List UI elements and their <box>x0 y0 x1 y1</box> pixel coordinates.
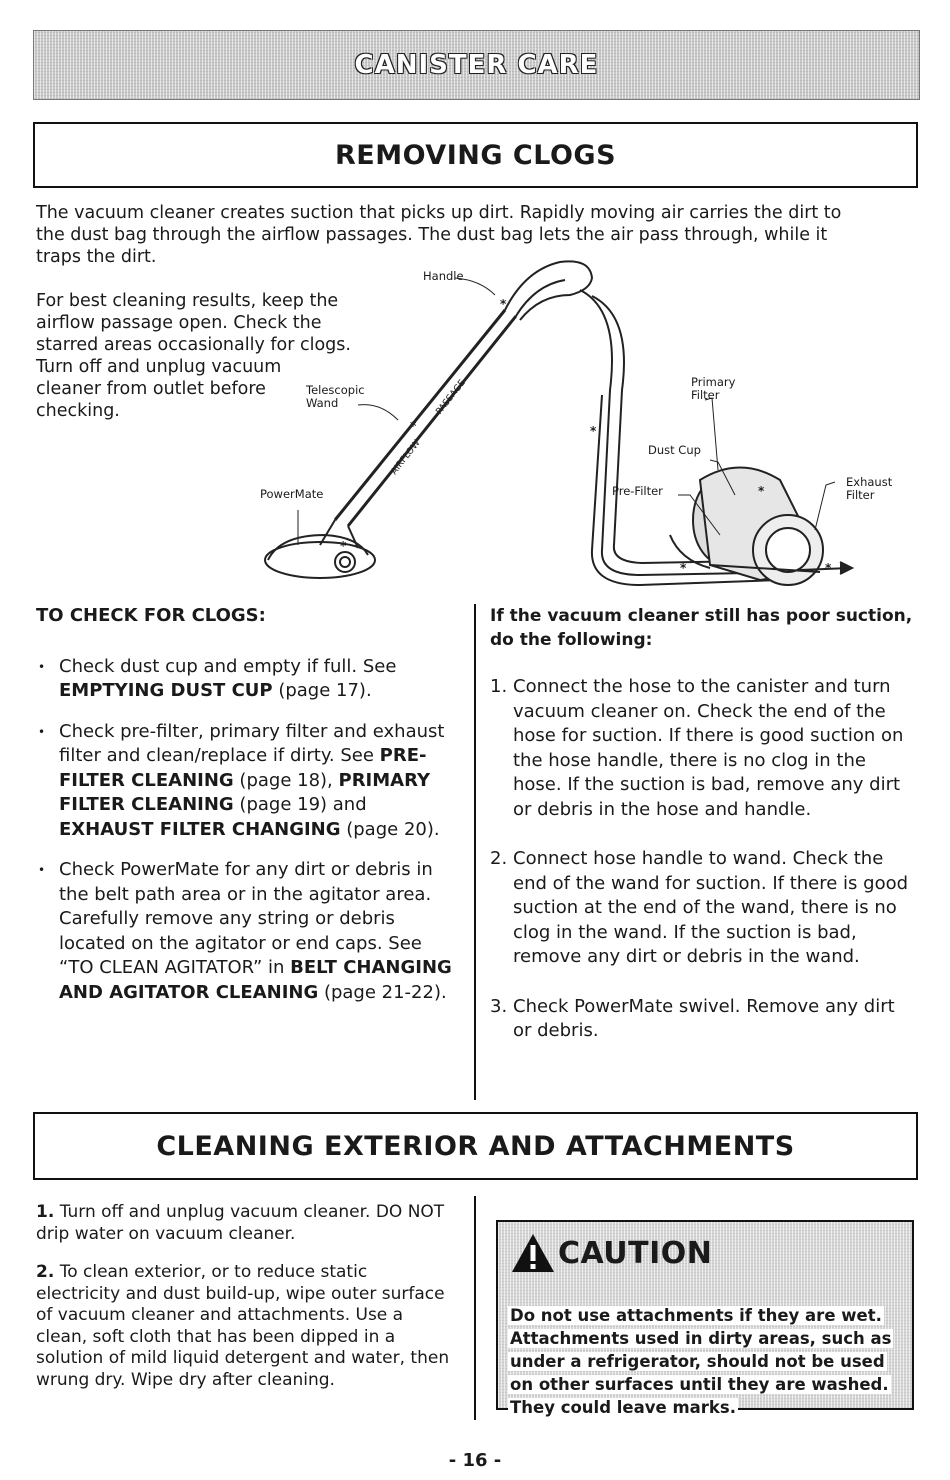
label-primary: Primary <box>691 375 736 389</box>
star-mark: * <box>590 424 597 438</box>
suction-step <box>490 847 915 970</box>
exterior-heading: CLEANING EXTERIOR AND ATTACHMENTS <box>156 1130 795 1162</box>
label-filter-exhaust: Filter <box>846 488 875 502</box>
caution-title: CAUTION <box>558 1236 713 1271</box>
star-mark: * <box>410 419 417 433</box>
intro-line: traps the dirt. <box>36 247 157 267</box>
column-divider <box>474 1196 476 1420</box>
check-text: Check dust cup and empty if full. See <box>59 655 397 677</box>
check-text: (page 20). <box>340 818 440 840</box>
check-text: Check PowerMate for any dirt or debris in the belt path area or in the agitator area. Carefully remove any string or debris located on the agitator or end caps. See “TO CLEAN AGITATOR” in <box>59 859 433 978</box>
star-mark: * <box>500 297 507 311</box>
check-text: (page 21-22). <box>318 981 447 1003</box>
caution-box <box>496 1220 914 1417</box>
best-line: Turn off and unplug vacuum <box>36 357 282 377</box>
link-emptying-dust-cup: EMPTYING DUST CUP <box>59 680 273 701</box>
label-wand: Wand <box>306 396 339 410</box>
poor-suction-column <box>490 604 915 1044</box>
step-number: 2. <box>36 1262 55 1282</box>
poor-suction-heading: If the vacuum cleaner still has poor suction, do the following: <box>490 606 913 650</box>
link-belt-changing: BELT CHANGING AND AGITATOR CLEANING <box>59 957 452 1003</box>
check-text: (page 17). <box>272 680 372 701</box>
banner-title: CANISTER CARE <box>354 50 599 80</box>
check-text: (page 18), <box>233 769 339 791</box>
best-line: cleaner from outlet before <box>36 379 266 399</box>
check-item <box>36 858 456 1005</box>
best-line: starred areas occasionally for clogs. <box>36 335 351 355</box>
suction-step <box>490 675 915 822</box>
check-text: Check pre-filter, primary filter and exhaust filter and clean/replace if dirty. See <box>59 720 445 766</box>
check-clogs-column <box>36 604 456 1005</box>
intro-line: the dust bag through the airflow passages. The dust bag lets the air pass through, while it <box>36 225 828 245</box>
exterior-heading-box <box>33 1112 918 1180</box>
page-number: - 16 - <box>448 1450 502 1471</box>
label-powermate: PowerMate <box>260 487 324 501</box>
best-line: For best cleaning results, keep the <box>36 291 339 311</box>
step-text: Connect hose handle to wand. Check the end of the wand for suction. If there is good suction at the end of the wand, there is no clog in the wand. If the suction is bad, remove any dirt or debris in the wand. <box>513 848 909 967</box>
best-line: checking. <box>36 401 120 421</box>
star-mark: * <box>340 539 347 553</box>
warning-triangle-icon <box>510 1232 556 1274</box>
step-text: Turn off and unplug vacuum cleaner. DO NOT drip water on vacuum cleaner. <box>36 1202 445 1244</box>
link-primary-filter-cleaning: PRIMARY FILTER CLEANING <box>59 769 431 815</box>
removing-clogs-heading-box <box>33 122 918 188</box>
label-pre-filter: Pre-Filter <box>612 484 663 498</box>
suction-step <box>490 995 915 1044</box>
vacuum-cleaner-diagram <box>240 250 920 595</box>
link-exhaust-filter-changing: EXHAUST FILTER CHANGING <box>59 818 341 840</box>
step-number: 1. <box>36 1202 55 1222</box>
star-mark: * <box>758 484 765 498</box>
caution-text: Do not use attachments if they are wet. Attachments used in dirty areas, such as under a refrigerator, should not be used on other surfaces until they are washed. They could leave marks. <box>510 1306 892 1417</box>
star-mark: * <box>680 561 687 575</box>
step-number: 2. <box>490 848 508 869</box>
caution-text-block <box>508 1304 913 1419</box>
step-number: 1. <box>490 676 508 697</box>
step-text: Check PowerMate swivel. Remove any dirt or debris. <box>513 995 895 1041</box>
exterior-instructions <box>36 1202 456 1391</box>
exterior-step <box>36 1262 456 1391</box>
exterior-step <box>36 1202 456 1245</box>
best-line: airflow passage open. Check the <box>36 313 322 333</box>
airflow-label: AIRFLOW <box>389 438 423 477</box>
label-dust-cup: Dust Cup <box>648 443 701 457</box>
step-text: To clean exterior, or to reduce static electricity and dust build-up, wipe outer surface of vacuum cleaner and attachments. Use a clean, soft cloth that has been dipped in a solution of mild liquid detergent and water, then wrung dry. Wipe dry after cleaning. <box>36 1262 450 1390</box>
star-mark: * <box>825 561 832 575</box>
label-telescopic: Telescopic <box>306 383 365 397</box>
intro-line: The vacuum cleaner creates suction that picks up dirt. Rapidly moving air carries the dirt to <box>36 203 842 223</box>
check-clogs-heading: TO CHECK FOR CLOGS: <box>36 605 266 626</box>
check-item <box>36 720 456 843</box>
removing-clogs-heading: REMOVING CLOGS <box>334 139 617 171</box>
check-item <box>36 655 456 704</box>
step-text: Connect the hose to the canister and turn vacuum cleaner on. Check the end of the hose for suction. If there is good suction on the hose handle, there is no clog in the hose. If the suction is bad, remove any dirt or debris in the hose and handle. <box>513 676 904 820</box>
check-text: (page 19) and <box>233 794 367 815</box>
label-exhaust: Exhaust <box>846 475 893 489</box>
column-divider <box>474 604 476 1100</box>
label-filter-primary: Filter <box>691 388 720 402</box>
label-handle: Handle <box>423 269 464 283</box>
passage-label: PASSAGE <box>434 378 468 417</box>
step-number: 3. <box>490 995 508 1017</box>
link-pre-filter-cleaning: PRE-FILTER CLEANING <box>59 745 427 791</box>
canister-care-banner <box>33 30 920 100</box>
